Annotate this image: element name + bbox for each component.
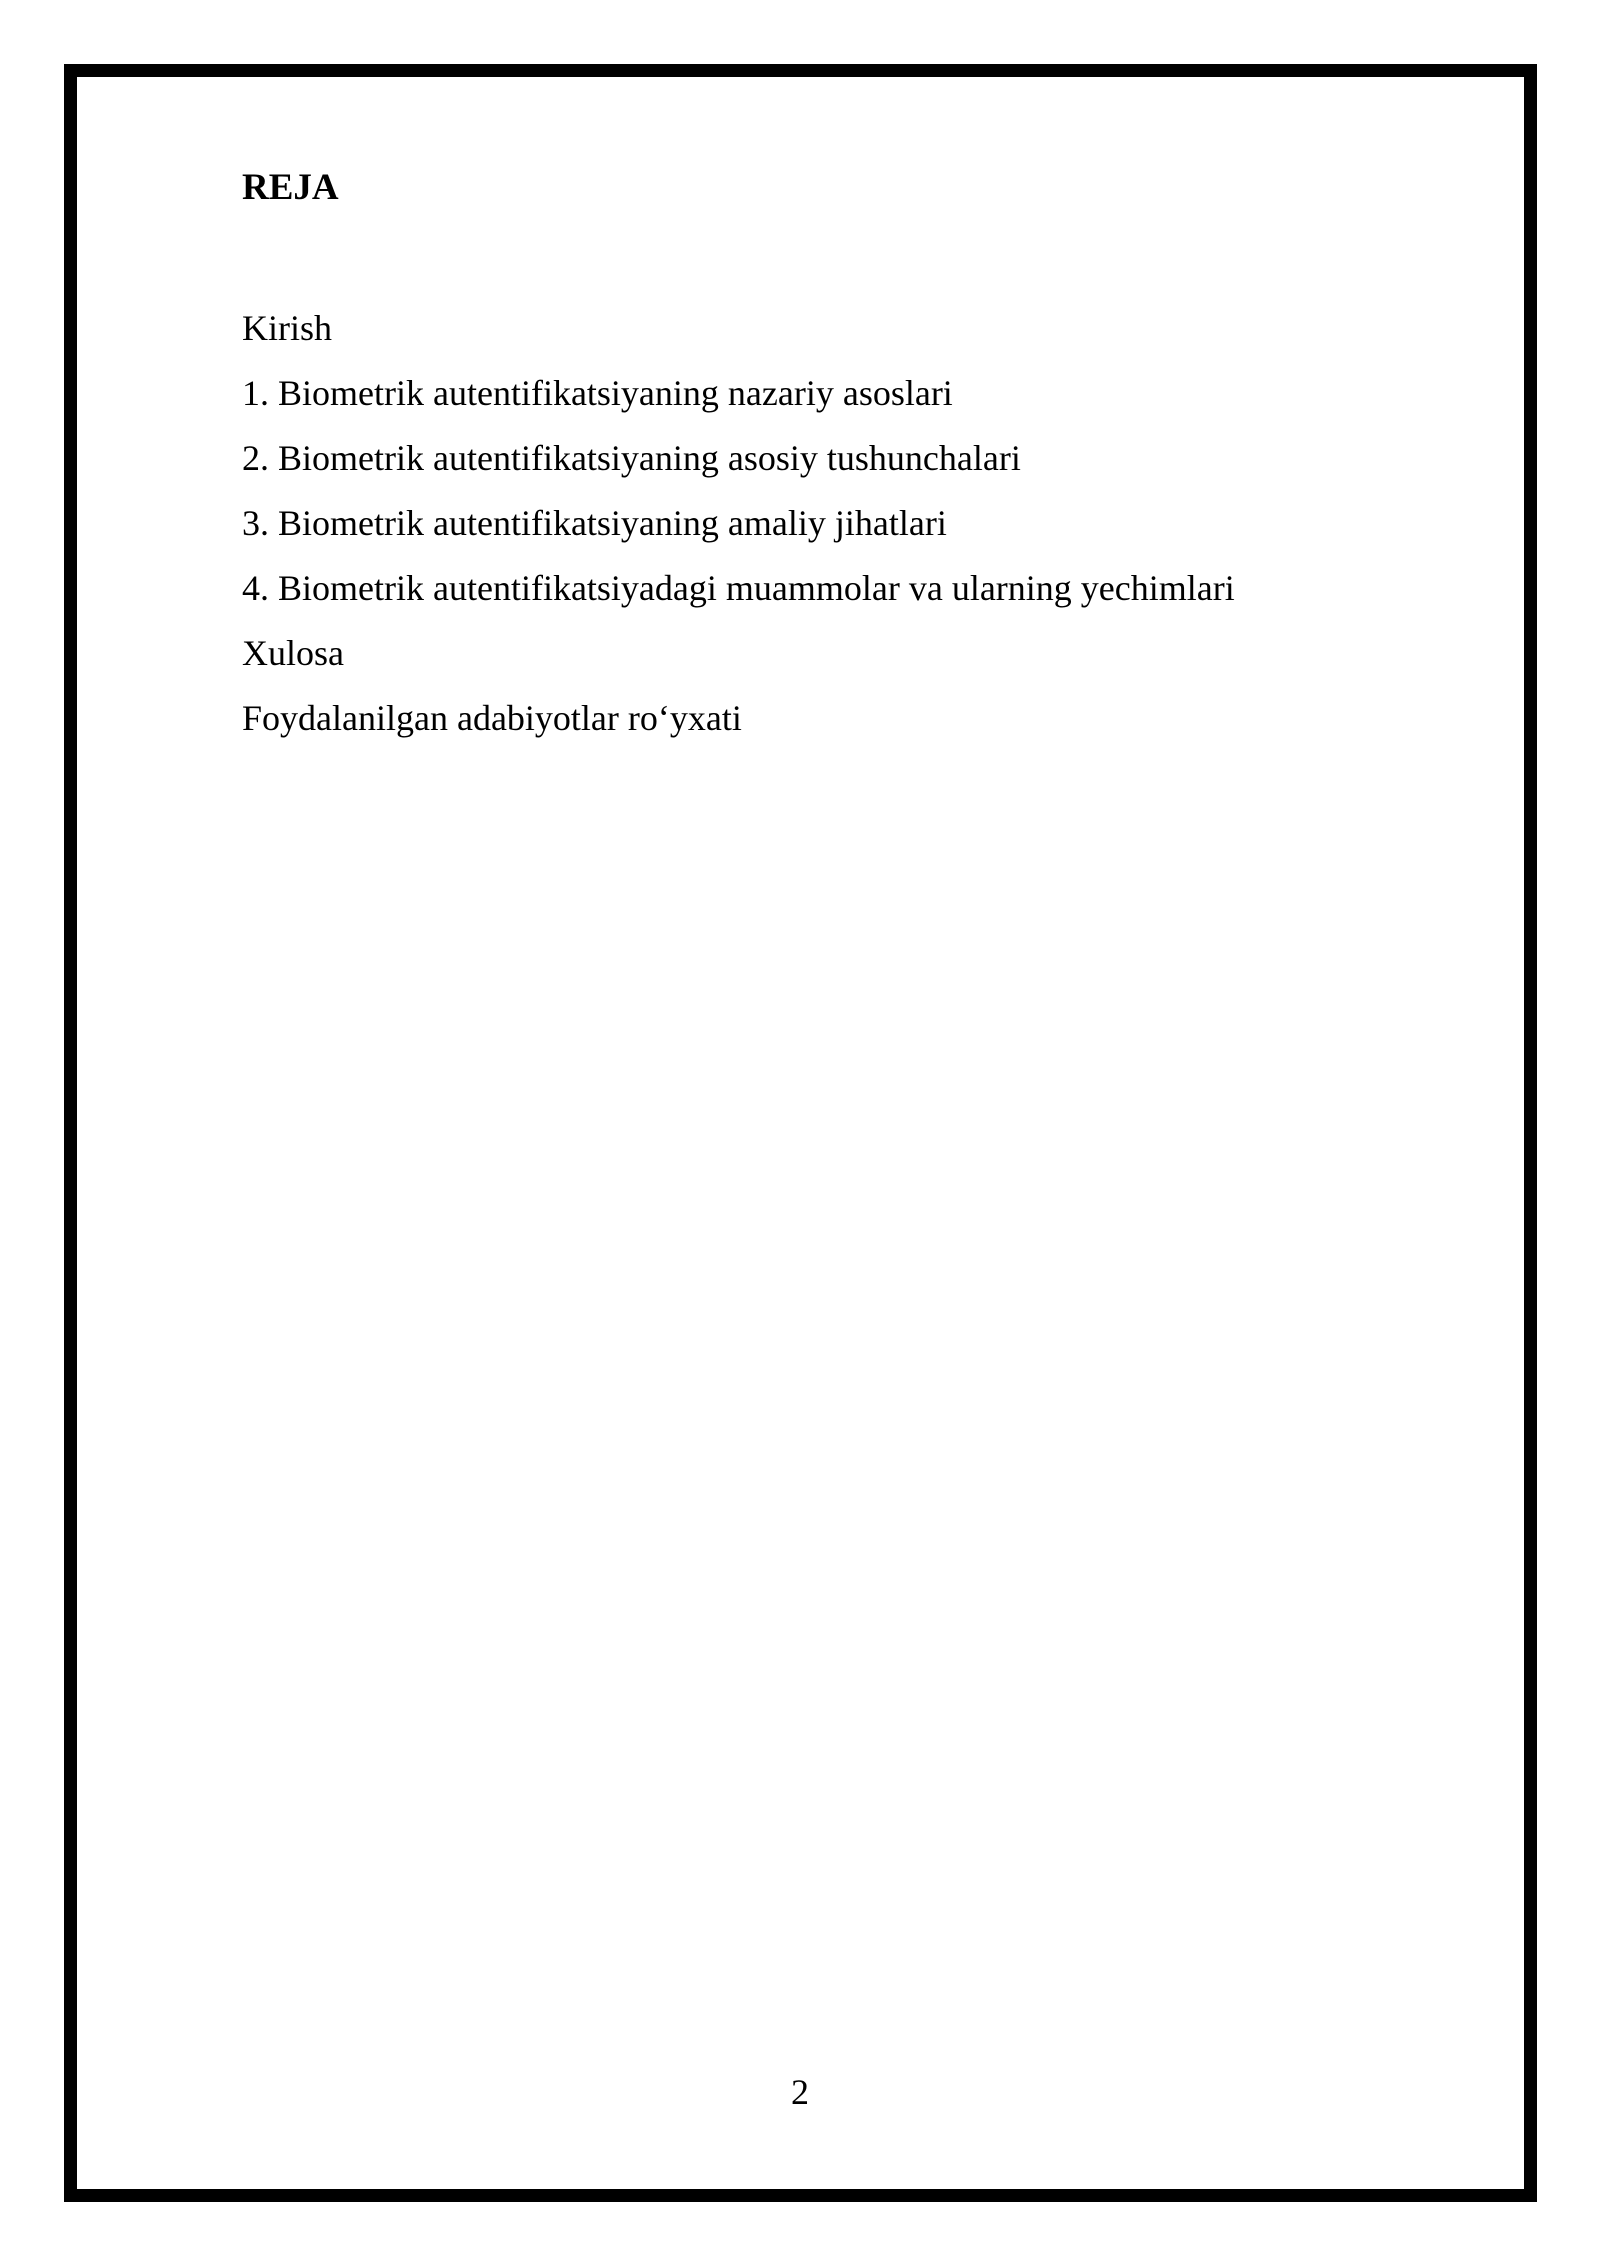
- toc-item-chapter-1: 1. Biometrik autentifikatsiyaning nazariy asoslari: [242, 373, 953, 413]
- plan-heading: REJA: [242, 167, 339, 208]
- page-border-frame: [64, 64, 1537, 2202]
- toc-item-chapter-2: 2. Biometrik autentifikatsiyaning asosiy tushunchalari: [242, 438, 1021, 478]
- toc-item-introduction: Kirish: [242, 308, 332, 348]
- table-of-contents: [242, 296, 1404, 751]
- page-content: [242, 163, 1404, 767]
- page-number: 2: [791, 2072, 809, 2112]
- toc-item-references: Foydalanilgan adabiyotlar ro‘yxati: [242, 698, 742, 738]
- toc-item-chapter-4: 4. Biometrik autentifikatsiyadagi muammolar va ularning yechimlari: [242, 568, 1235, 608]
- toc-item-conclusion: Xulosa: [242, 633, 344, 673]
- toc-item-chapter-3: 3. Biometrik autentifikatsiyaning amaliy jihatlari: [242, 503, 947, 543]
